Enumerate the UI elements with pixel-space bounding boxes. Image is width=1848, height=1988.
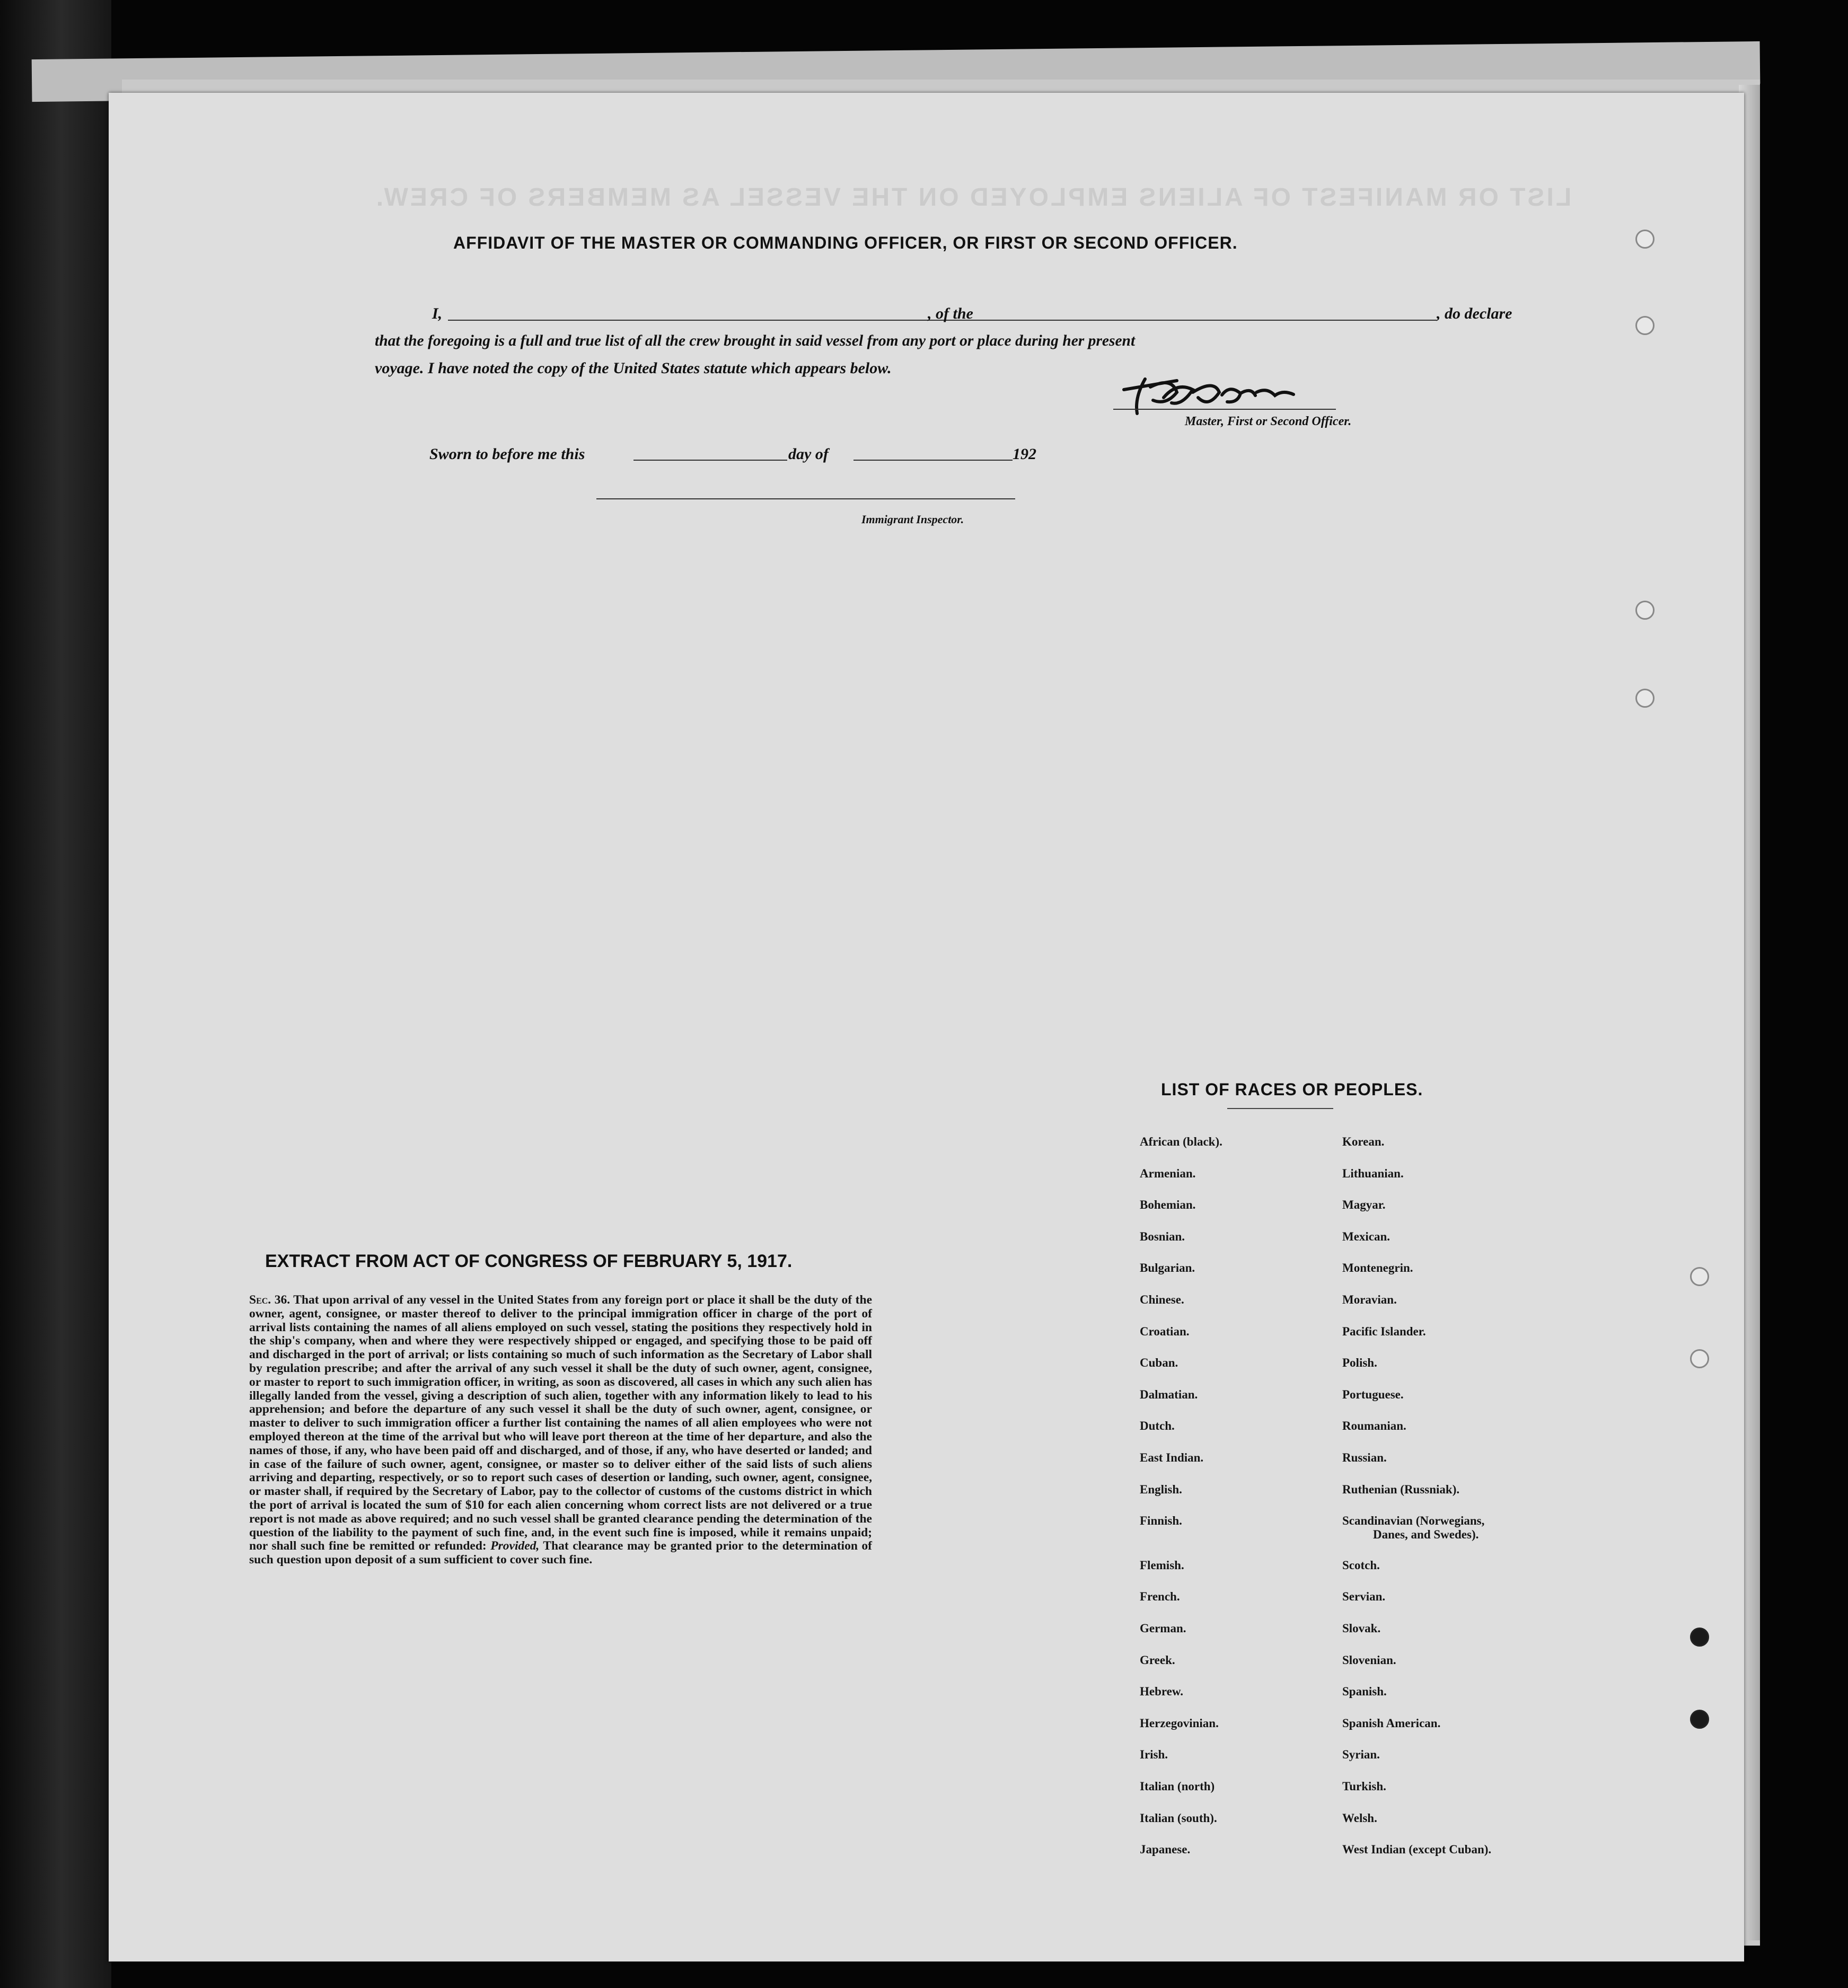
race-item: Italian (north) (1140, 1780, 1215, 1793)
affidavit-line-2: that the foregoing is a full and true list of all the crew brought in said vessel from any port or place during her present (375, 332, 1136, 349)
race-item: Magyar. (1342, 1198, 1386, 1212)
race-item: French. (1140, 1590, 1180, 1604)
race-item: Portuguese. (1342, 1387, 1404, 1401)
race-item: Welsh. (1342, 1811, 1377, 1825)
race-item: Dutch. (1140, 1419, 1175, 1433)
punch-hole (1635, 689, 1655, 708)
race-item: East Indian. (1140, 1451, 1204, 1464)
extract-body (249, 1294, 872, 1567)
race-item: Flemish. (1140, 1558, 1184, 1572)
section-label: Sec. 36. (249, 1293, 291, 1307)
race-item: Montenegrin. (1342, 1261, 1413, 1275)
affidavit-declare: , do declare (1437, 305, 1512, 322)
race-item: Lithuanian. (1342, 1166, 1404, 1180)
race-item: Hebrew. (1140, 1685, 1183, 1699)
race-item: Dalmatian. (1140, 1387, 1198, 1401)
sworn-month-blank[interactable] (853, 460, 1013, 461)
race-item: Russian. (1342, 1451, 1387, 1464)
race-item: Cuban. (1140, 1356, 1178, 1370)
race-item: Slovak. (1342, 1622, 1381, 1635)
race-item: Herzegovinian. (1140, 1716, 1219, 1730)
provided-label: Provided, (490, 1539, 540, 1553)
race-item: Bulgarian. (1140, 1261, 1195, 1275)
inspector-signature-line[interactable] (596, 498, 1015, 499)
punch-hole (1635, 316, 1655, 335)
race-item: Finnish. (1140, 1514, 1182, 1528)
race-item: Italian (south). (1140, 1811, 1217, 1825)
punch-hole (1690, 1267, 1709, 1286)
race-item: Scandinavian (Norwegians, (1342, 1514, 1485, 1528)
race-item: Japanese. (1140, 1843, 1191, 1857)
race-item: Slovenian. (1342, 1653, 1396, 1667)
affidavit-of-the: , of the (928, 305, 973, 322)
race-item: English. (1140, 1482, 1182, 1496)
race-item: Irish. (1140, 1748, 1168, 1762)
extract-body-text: That upon arrival of any vessel in the United States from any foreign port or place it shall be the duty of the owner, agent, consignee, or master thereof to deliver to the principal immigration officer in charge of the port of arrival lists containing the names of all aliens employed on such vessel, stating the positions they respectively hold in the ship's company, when and where they were respectively shipped or engaged, and specifying those to be paid off and discharged in the port of arrival; or lists containing so much of such information as the Secretary of Labor shall by regulation prescribe; and after the arrival of any such vessel it shall be the duty of such owner, agent, consignee, or master to report to such immigration officer, in writing, as soon as discovered, all cases in which any such alien has illegally landed from the vessel, giving a description of such alien, together with any information likely to lead to his apprehension; and before the departure of any such vessel it shall be the duty of such owner, agent, consignee, or master to deliver to such immigration officer a further list containing the names of all alien employees who were not employed thereon at the time of the arrival but who will leave port thereon at the time of her departure, and also the names of those, if any, who have been paid off and discharged, and of those, if any, who have deserted or landed; and in case of the failure of such owner, agent, consignee, or master so to deliver either of the said lists of such aliens arriving and departing, respectively, or so to report such cases of desertion or landing, such owner, agent, consignee, or master shall, if required by the Secretary of Labor, pay to the collector of customs of the customs district in which the port of arrival is located the sum of $10 for each alien concerning whom correct lists are not delivered or a true report is not made as above required; and no such vessel shall be granted clearance pending the determination of the question of the liability to the payment of such fine, and, in the event such fine is imposed, while it remains unpaid; nor shall such fine be remitted or refunded: (249, 1293, 873, 1553)
book-binding (0, 0, 111, 1988)
race-item: Bosnian. (1140, 1229, 1185, 1243)
day-of-label: day of (788, 445, 829, 463)
race-item: Croatian. (1140, 1324, 1190, 1338)
punch-hole (1690, 1628, 1709, 1647)
officer-signature (1113, 360, 1336, 419)
signature-caption: Master, First or Second Officer. (1185, 415, 1352, 428)
race-item: Bohemian. (1140, 1198, 1196, 1212)
race-item: German. (1140, 1622, 1186, 1635)
races-title: LIST OF RACES OR PEOPLES. (1161, 1080, 1423, 1099)
punch-hole (1635, 230, 1655, 249)
race-item: Armenian. (1140, 1166, 1196, 1180)
races-title-rule (1227, 1108, 1333, 1109)
vessel-blank[interactable] (978, 320, 1437, 321)
race-item: Servian. (1342, 1590, 1386, 1604)
extract-title: EXTRACT FROM ACT OF CONGRESS OF FEBRUARY 5, 1917. (265, 1251, 793, 1271)
inspector-caption: Immigrant Inspector. (861, 513, 964, 526)
race-item: Chinese. (1140, 1293, 1184, 1306)
race-item: Ruthenian (Russniak). (1342, 1482, 1460, 1496)
year-prefix: 192 (1013, 445, 1036, 463)
race-item: Spanish. (1342, 1685, 1387, 1699)
affidavit-i: I, (432, 305, 443, 322)
sworn-label: Sworn to before me this (429, 445, 585, 463)
race-item: West Indian (except Cuban). (1342, 1843, 1492, 1857)
race-item: Polish. (1342, 1356, 1377, 1370)
document-page (109, 93, 1744, 1961)
race-item: Greek. (1140, 1653, 1175, 1667)
race-item: Korean. (1342, 1135, 1385, 1148)
race-item: Danes, and Swedes). (1373, 1528, 1479, 1542)
race-item: Moravian. (1342, 1293, 1397, 1306)
punch-hole (1635, 601, 1655, 620)
race-item: Syrian. (1342, 1748, 1380, 1762)
punch-hole (1690, 1349, 1709, 1368)
affidavit-line-3: voyage. I have noted the copy of the United States statute which appears below. (375, 359, 892, 377)
race-item: Pacific Islander. (1342, 1324, 1426, 1338)
race-item: Mexican. (1342, 1229, 1391, 1243)
punch-hole (1690, 1710, 1709, 1729)
sworn-day-blank[interactable] (633, 460, 787, 461)
affidavit-title: AFFIDAVIT OF THE MASTER OR COMMANDING OFFICER, OR FIRST OR SECOND OFFICER. (453, 233, 1238, 252)
extract-body-end: That clearance may be granted prior to the determination of such question upon deposit of a sum sufficient to cover such fine. (249, 1539, 872, 1567)
race-item: Spanish American. (1342, 1716, 1441, 1730)
race-item: Roumanian. (1342, 1419, 1406, 1433)
bleed-through-title: LIST OR MANIFEST OF ALIENS EMPLOYED ON THE VESSEL AS MEMBERS OF CREW. (374, 183, 1572, 212)
race-item: African (black). (1140, 1135, 1222, 1148)
race-item: Scotch. (1342, 1558, 1380, 1572)
race-item: Turkish. (1342, 1780, 1386, 1793)
